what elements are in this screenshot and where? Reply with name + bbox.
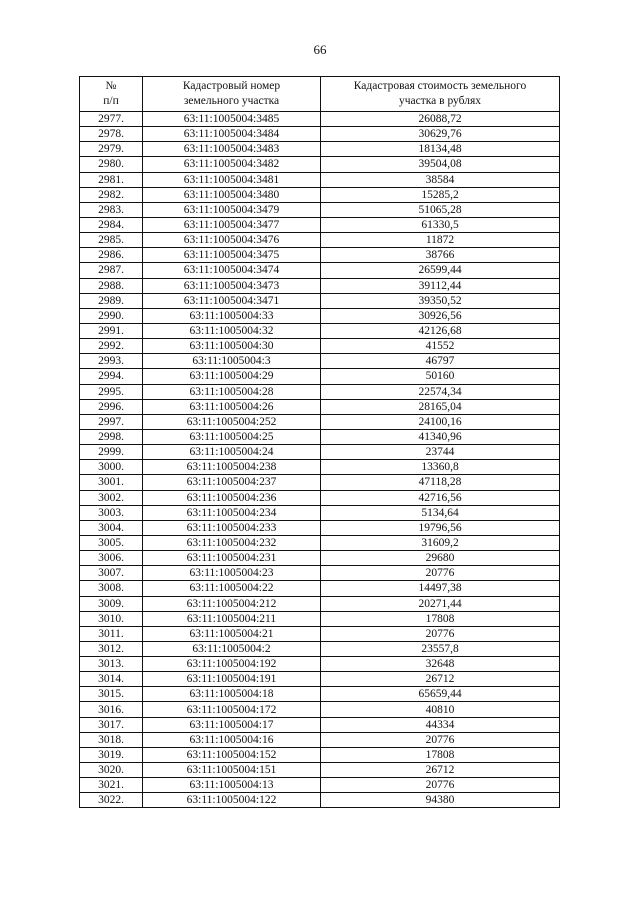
cell-row-number: 3002. bbox=[80, 490, 143, 505]
cell-row-number: 2986. bbox=[80, 248, 143, 263]
cell-row-number: 2987. bbox=[80, 263, 143, 278]
cell-cadastral-value: 51065,28 bbox=[321, 202, 560, 217]
cell-cadastral-number: 63:11:1005004:192 bbox=[143, 657, 321, 672]
table-row bbox=[80, 717, 560, 732]
table-row bbox=[80, 505, 560, 520]
cell-row-number: 3004. bbox=[80, 520, 143, 535]
cell-row-number: 3019. bbox=[80, 747, 143, 762]
cell-cadastral-number: 63:11:1005004:236 bbox=[143, 490, 321, 505]
cell-row-number: 2991. bbox=[80, 323, 143, 338]
cell-cadastral-number: 63:11:1005004:21 bbox=[143, 626, 321, 641]
cell-cadastral-value: 31609,2 bbox=[321, 535, 560, 550]
cell-row-number: 3012. bbox=[80, 641, 143, 656]
cell-row-number: 3014. bbox=[80, 672, 143, 687]
cell-cadastral-number: 63:11:1005004:172 bbox=[143, 702, 321, 717]
cell-row-number: 3009. bbox=[80, 596, 143, 611]
cell-row-number: 3013. bbox=[80, 657, 143, 672]
cell-cadastral-number: 63:11:1005004:211 bbox=[143, 611, 321, 626]
cell-cadastral-value: 11872 bbox=[321, 233, 560, 248]
cell-cadastral-number: 63:11:1005004:30 bbox=[143, 339, 321, 354]
cell-cadastral-value: 40810 bbox=[321, 702, 560, 717]
cell-cadastral-number: 63:11:1005004:3481 bbox=[143, 172, 321, 187]
cell-cadastral-number: 63:11:1005004:151 bbox=[143, 763, 321, 778]
cell-cadastral-value: 41552 bbox=[321, 339, 560, 354]
table-row bbox=[80, 732, 560, 747]
table-row bbox=[80, 611, 560, 626]
cell-cadastral-value: 28165,04 bbox=[321, 399, 560, 414]
table-row bbox=[80, 657, 560, 672]
cell-cadastral-number: 63:11:1005004:16 bbox=[143, 732, 321, 747]
table-row bbox=[80, 778, 560, 793]
table-row bbox=[80, 702, 560, 717]
cell-cadastral-number: 63:11:1005004:3479 bbox=[143, 202, 321, 217]
cell-cadastral-value: 39112,44 bbox=[321, 278, 560, 293]
cell-cadastral-value: 30926,56 bbox=[321, 308, 560, 323]
cell-cadastral-value: 24100,16 bbox=[321, 414, 560, 429]
cell-cadastral-value: 47118,28 bbox=[321, 475, 560, 490]
cell-cadastral-number: 63:11:1005004:28 bbox=[143, 384, 321, 399]
cell-cadastral-number: 63:11:1005004:17 bbox=[143, 717, 321, 732]
cell-cadastral-value: 20776 bbox=[321, 778, 560, 793]
table-row bbox=[80, 263, 560, 278]
cell-row-number: 3003. bbox=[80, 505, 143, 520]
cell-cadastral-number: 63:11:1005004:23 bbox=[143, 566, 321, 581]
table-row bbox=[80, 187, 560, 202]
cell-cadastral-value: 26712 bbox=[321, 763, 560, 778]
cell-cadastral-value: 41340,96 bbox=[321, 429, 560, 444]
cell-cadastral-number: 63:11:1005004:26 bbox=[143, 399, 321, 414]
cadastral-value-table bbox=[79, 76, 560, 808]
cell-cadastral-number: 63:11:1005004:33 bbox=[143, 308, 321, 323]
cell-row-number: 3005. bbox=[80, 535, 143, 550]
cell-cadastral-number: 63:11:1005004:3485 bbox=[143, 112, 321, 127]
table-row bbox=[80, 490, 560, 505]
table-body bbox=[80, 112, 560, 808]
table-row bbox=[80, 672, 560, 687]
cell-row-number: 2989. bbox=[80, 293, 143, 308]
cell-row-number: 3015. bbox=[80, 687, 143, 702]
cell-row-number: 3016. bbox=[80, 702, 143, 717]
cell-cadastral-value: 38766 bbox=[321, 248, 560, 263]
cell-row-number: 3008. bbox=[80, 581, 143, 596]
cell-cadastral-value: 5134,64 bbox=[321, 505, 560, 520]
cell-cadastral-number: 63:11:1005004:191 bbox=[143, 672, 321, 687]
table-row bbox=[80, 445, 560, 460]
table-row bbox=[80, 202, 560, 217]
table-row bbox=[80, 399, 560, 414]
table-row bbox=[80, 747, 560, 762]
cell-cadastral-number: 63:11:1005004:232 bbox=[143, 535, 321, 550]
table-row bbox=[80, 112, 560, 127]
cell-cadastral-number: 63:11:1005004:3477 bbox=[143, 217, 321, 232]
table-row bbox=[80, 414, 560, 429]
table-row bbox=[80, 687, 560, 702]
cell-cadastral-value: 61330,5 bbox=[321, 217, 560, 232]
cell-cadastral-value: 20271,44 bbox=[321, 596, 560, 611]
table-row bbox=[80, 566, 560, 581]
cell-cadastral-number: 63:11:1005004:3484 bbox=[143, 127, 321, 142]
cell-cadastral-value: 23557,8 bbox=[321, 641, 560, 656]
table-row bbox=[80, 127, 560, 142]
table-row bbox=[80, 172, 560, 187]
cell-cadastral-value: 15285,2 bbox=[321, 187, 560, 202]
cell-cadastral-number: 63:11:1005004:3471 bbox=[143, 293, 321, 308]
column-header-number bbox=[80, 77, 143, 112]
header-line: земельного участка bbox=[183, 95, 280, 107]
table-row bbox=[80, 157, 560, 172]
header-row bbox=[80, 77, 560, 112]
cell-cadastral-number: 63:11:1005004:13 bbox=[143, 778, 321, 793]
cell-cadastral-number: 63:11:1005004:212 bbox=[143, 596, 321, 611]
cell-cadastral-value: 17808 bbox=[321, 747, 560, 762]
cell-cadastral-number: 63:11:1005004:238 bbox=[143, 460, 321, 475]
table-header bbox=[80, 77, 560, 112]
table-row bbox=[80, 354, 560, 369]
table-row bbox=[80, 460, 560, 475]
cell-cadastral-number: 63:11:1005004:3475 bbox=[143, 248, 321, 263]
cell-cadastral-number: 63:11:1005004:152 bbox=[143, 747, 321, 762]
page-number: 66 bbox=[313, 42, 327, 57]
cell-row-number: 2998. bbox=[80, 429, 143, 444]
cell-cadastral-value: 23744 bbox=[321, 445, 560, 460]
cell-row-number: 2993. bbox=[80, 354, 143, 369]
cell-row-number: 3018. bbox=[80, 732, 143, 747]
cell-cadastral-value: 26599,44 bbox=[321, 263, 560, 278]
cell-row-number: 2982. bbox=[80, 187, 143, 202]
cell-row-number: 3017. bbox=[80, 717, 143, 732]
cell-cadastral-value: 65659,44 bbox=[321, 687, 560, 702]
table-row bbox=[80, 535, 560, 550]
table-row bbox=[80, 384, 560, 399]
cell-cadastral-value: 32648 bbox=[321, 657, 560, 672]
cell-row-number: 3001. bbox=[80, 475, 143, 490]
cell-cadastral-value: 19796,56 bbox=[321, 520, 560, 535]
cell-row-number: 3007. bbox=[80, 566, 143, 581]
table-row bbox=[80, 626, 560, 641]
table-row bbox=[80, 217, 560, 232]
cell-row-number: 2994. bbox=[80, 369, 143, 384]
cell-cadastral-value: 20776 bbox=[321, 732, 560, 747]
cell-cadastral-number: 63:11:1005004:3480 bbox=[143, 187, 321, 202]
header-line: участка в рублях bbox=[398, 95, 481, 107]
cell-cadastral-value: 46797 bbox=[321, 354, 560, 369]
cell-cadastral-number: 63:11:1005004:18 bbox=[143, 687, 321, 702]
cell-row-number: 3020. bbox=[80, 763, 143, 778]
cell-cadastral-number: 63:11:1005004:3476 bbox=[143, 233, 321, 248]
cell-cadastral-value: 39350,52 bbox=[321, 293, 560, 308]
cell-cadastral-value: 17808 bbox=[321, 611, 560, 626]
cell-cadastral-number: 63:11:1005004:3483 bbox=[143, 142, 321, 157]
cell-cadastral-number: 63:11:1005004:122 bbox=[143, 793, 321, 808]
cell-row-number: 3000. bbox=[80, 460, 143, 475]
cell-row-number: 2992. bbox=[80, 339, 143, 354]
column-header-cadastral-number bbox=[143, 77, 321, 112]
cell-row-number: 3011. bbox=[80, 626, 143, 641]
cell-cadastral-value: 39504,08 bbox=[321, 157, 560, 172]
cell-cadastral-number: 63:11:1005004:3482 bbox=[143, 157, 321, 172]
cell-cadastral-number: 63:11:1005004:22 bbox=[143, 581, 321, 596]
cell-cadastral-number: 63:11:1005004:3473 bbox=[143, 278, 321, 293]
cell-row-number: 2999. bbox=[80, 445, 143, 460]
cell-cadastral-number: 63:11:1005004:3 bbox=[143, 354, 321, 369]
column-header-cadastral-value bbox=[321, 77, 560, 112]
cell-row-number: 3006. bbox=[80, 551, 143, 566]
cell-cadastral-number: 63:11:1005004:29 bbox=[143, 369, 321, 384]
cell-cadastral-number: 63:11:1005004:234 bbox=[143, 505, 321, 520]
cell-cadastral-value: 38584 bbox=[321, 172, 560, 187]
cell-row-number: 2979. bbox=[80, 142, 143, 157]
header-line: № bbox=[105, 80, 117, 92]
cell-row-number: 3021. bbox=[80, 778, 143, 793]
header-line: Кадастровая стоимость земельного bbox=[353, 80, 527, 92]
cell-row-number: 2997. bbox=[80, 414, 143, 429]
cell-cadastral-number: 63:11:1005004:231 bbox=[143, 551, 321, 566]
table-row bbox=[80, 581, 560, 596]
cell-cadastral-value: 44334 bbox=[321, 717, 560, 732]
cell-row-number: 2977. bbox=[80, 112, 143, 127]
cell-cadastral-value: 14497,38 bbox=[321, 581, 560, 596]
cell-row-number: 2988. bbox=[80, 278, 143, 293]
cell-cadastral-number: 63:11:1005004:252 bbox=[143, 414, 321, 429]
table-row bbox=[80, 308, 560, 323]
cell-cadastral-number: 63:11:1005004:237 bbox=[143, 475, 321, 490]
table-row bbox=[80, 429, 560, 444]
table-row bbox=[80, 475, 560, 490]
cell-row-number: 2983. bbox=[80, 202, 143, 217]
header-line: Кадастровый номер bbox=[182, 80, 281, 92]
table-row bbox=[80, 248, 560, 263]
cell-cadastral-value: 29680 bbox=[321, 551, 560, 566]
cell-cadastral-value: 94380 bbox=[321, 793, 560, 808]
cell-row-number: 2978. bbox=[80, 127, 143, 142]
table-row bbox=[80, 763, 560, 778]
cell-row-number: 2980. bbox=[80, 157, 143, 172]
cell-cadastral-value: 42716,56 bbox=[321, 490, 560, 505]
cell-row-number: 3010. bbox=[80, 611, 143, 626]
cell-cadastral-number: 63:11:1005004:3474 bbox=[143, 263, 321, 278]
table-row bbox=[80, 339, 560, 354]
table-row bbox=[80, 551, 560, 566]
table-row bbox=[80, 641, 560, 656]
header-line: п/п bbox=[103, 95, 119, 107]
cell-cadastral-value: 26712 bbox=[321, 672, 560, 687]
cell-cadastral-number: 63:11:1005004:25 bbox=[143, 429, 321, 444]
cell-row-number: 2981. bbox=[80, 172, 143, 187]
table-row bbox=[80, 596, 560, 611]
table-row bbox=[80, 323, 560, 338]
cell-cadastral-value: 30629,76 bbox=[321, 127, 560, 142]
cell-cadastral-value: 50160 bbox=[321, 369, 560, 384]
cell-cadastral-value: 26088,72 bbox=[321, 112, 560, 127]
cell-row-number: 2995. bbox=[80, 384, 143, 399]
cell-cadastral-value: 22574,34 bbox=[321, 384, 560, 399]
table-row bbox=[80, 278, 560, 293]
cell-row-number: 3022. bbox=[80, 793, 143, 808]
cell-row-number: 2990. bbox=[80, 308, 143, 323]
table-row bbox=[80, 142, 560, 157]
cell-row-number: 2985. bbox=[80, 233, 143, 248]
cell-row-number: 2984. bbox=[80, 217, 143, 232]
cell-cadastral-value: 20776 bbox=[321, 566, 560, 581]
cell-cadastral-value: 13360,8 bbox=[321, 460, 560, 475]
table-row bbox=[80, 369, 560, 384]
cell-cadastral-value: 42126,68 bbox=[321, 323, 560, 338]
table-row bbox=[80, 233, 560, 248]
table-row bbox=[80, 520, 560, 535]
cell-cadastral-number: 63:11:1005004:32 bbox=[143, 323, 321, 338]
cell-row-number: 2996. bbox=[80, 399, 143, 414]
table-row bbox=[80, 793, 560, 808]
cell-cadastral-number: 63:11:1005004:24 bbox=[143, 445, 321, 460]
cell-cadastral-number: 63:11:1005004:233 bbox=[143, 520, 321, 535]
cell-cadastral-value: 18134,48 bbox=[321, 142, 560, 157]
table-row bbox=[80, 293, 560, 308]
cell-cadastral-value: 20776 bbox=[321, 626, 560, 641]
cell-cadastral-number: 63:11:1005004:2 bbox=[143, 641, 321, 656]
